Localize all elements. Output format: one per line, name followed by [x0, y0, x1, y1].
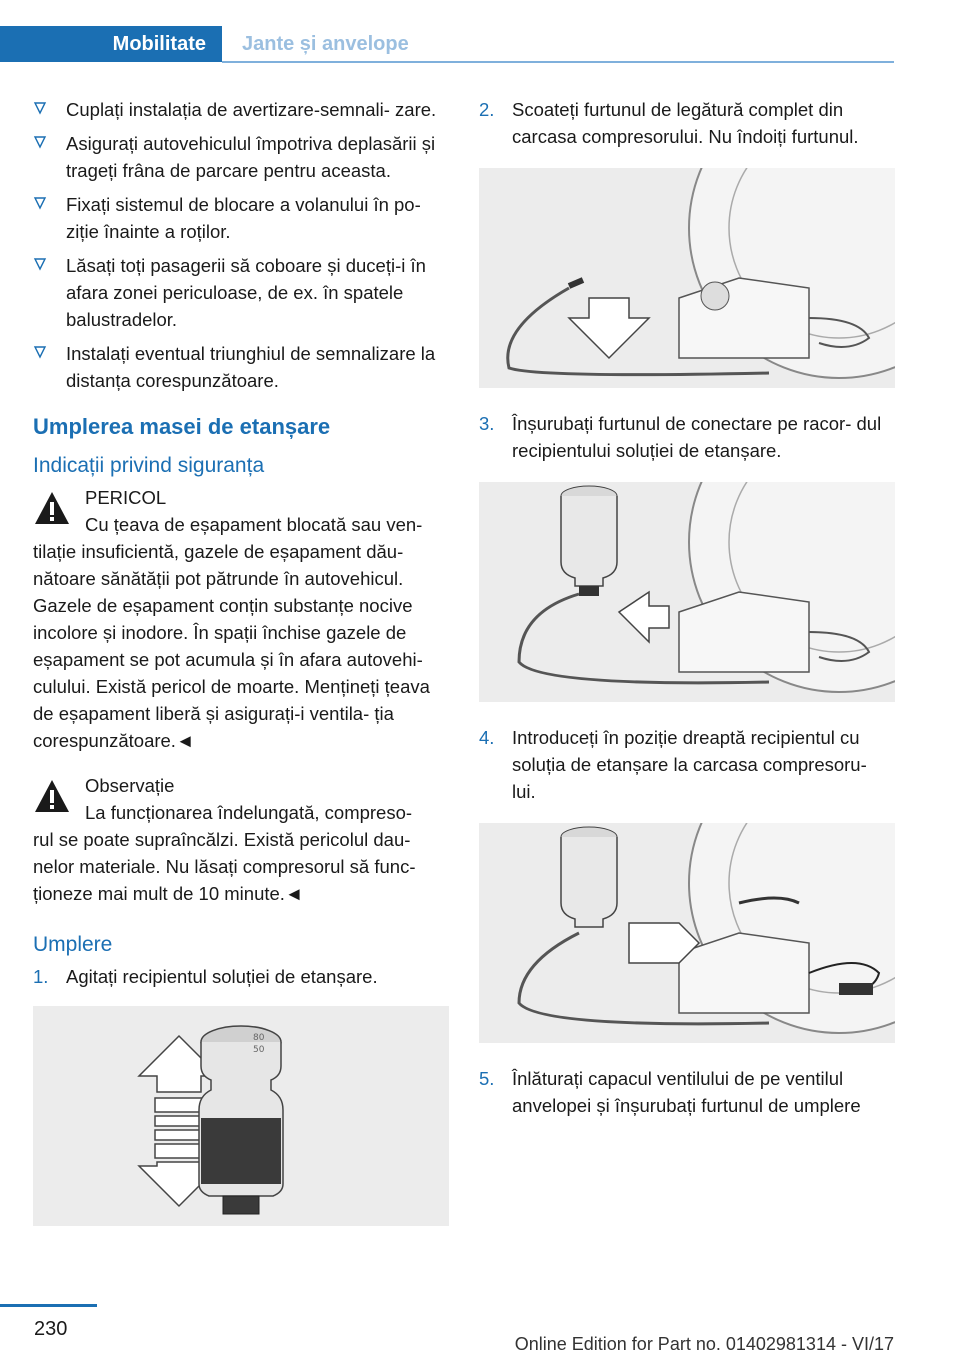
hose-connect-figure	[479, 482, 895, 702]
fill-title: Umplere	[33, 933, 113, 956]
step-number: 3.	[479, 413, 495, 434]
caution-lead: La funcționarea îndelungată, compreso-	[85, 802, 413, 823]
hose-unwind-figure	[479, 168, 895, 388]
caution-body: rul se poate supraîncălzi. Există pericolul dau- nelor materiale. Nu lăsați compresorul să func- ționeze mai mult de 10 minute.◄	[33, 829, 416, 904]
list-item	[33, 96, 449, 123]
right-column	[479, 96, 895, 1119]
danger-body: tilație insuficientă, gazele de eșapament dău- nătoare sănătății pot pătrunde în autovehicul. Gazele de eșapament conțin substanțe nocive incolore și inodore. În spații închise gazele de eșapament se pot acumula și în afara autovehi- culului. Există pericol de moarte. Mențineți țeava de eșapament liberă și asigurați-i ventila- ția corespunzătoare.◄	[33, 541, 430, 751]
caution-label: Observație	[85, 775, 175, 796]
page-number: 230	[34, 1318, 68, 1340]
step-text: Agitați recipientul soluției de etanșare.	[66, 966, 378, 987]
danger-lead: Cu țeava de eșapament blocată sau ven-	[85, 514, 423, 535]
edition-footer: Online Edition for Part no. 01402981314 - VI/17	[514, 1334, 894, 1354]
bottle-insert-illustration	[479, 823, 895, 1043]
chapter-tab-jante[interactable]: Jante și anvelope	[242, 32, 409, 55]
hose-unwind-illustration	[479, 168, 895, 388]
chapter-tab-mobilitate[interactable]: Mobilitate	[0, 26, 222, 62]
triangle-bullet-icon	[33, 345, 47, 359]
chapter-header	[0, 26, 894, 62]
safety-bullet-list	[33, 96, 449, 394]
triangle-bullet-icon	[33, 101, 47, 115]
step-number: 2.	[479, 99, 495, 120]
step-number: 1.	[33, 966, 49, 987]
warning-triangle-icon	[33, 778, 71, 814]
step-list-right	[479, 410, 895, 464]
step-item	[479, 724, 895, 805]
list-item	[33, 252, 449, 333]
triangle-bullet-icon	[33, 257, 47, 271]
list-item	[33, 340, 449, 394]
bullet-text: Lăsați toți pasagerii să coboare și duceți-i în afara zonei periculoase, de ex. în spatele balustradelor.	[66, 255, 426, 330]
step-list-left	[33, 963, 449, 990]
danger-label: PERICOL	[85, 487, 167, 508]
bullet-text: Cuplați instalația de avertizare-semnali- zare.	[66, 99, 437, 120]
header-divider	[222, 61, 894, 63]
page-number-bar	[0, 1304, 97, 1307]
bullet-text: Fixați sistemul de blocare a volanului în po- ziție înainte a roților.	[66, 194, 421, 242]
subsection-title: Indicații privind siguranța	[33, 454, 265, 477]
step-item	[479, 410, 895, 464]
step-number: 5.	[479, 1068, 495, 1089]
shake-bottle-illustration	[33, 1006, 449, 1226]
bottle-label-top: 80	[253, 1033, 265, 1043]
step-item	[33, 963, 449, 990]
warning-triangle-icon	[33, 490, 71, 526]
step-list-right	[479, 96, 895, 150]
danger-notice	[33, 484, 449, 754]
caution-notice	[33, 772, 449, 907]
step-text: Introduceți în poziție dreaptă recipientul cu soluția de etanșare la carcasa compresoru- lui.	[512, 727, 867, 802]
left-column	[33, 96, 449, 1226]
step-list-right	[479, 1065, 895, 1119]
list-item	[33, 130, 449, 184]
step-item	[479, 1065, 895, 1119]
section-title: Umplerea masei de etanșare	[33, 414, 331, 439]
hose-connect-illustration	[479, 482, 895, 702]
bullet-text: Asigurați autovehiculul împotriva deplasării și trageți frâna de parcare pentru aceasta.	[66, 133, 436, 181]
step-number: 4.	[479, 727, 495, 748]
step-text: Înșurubați furtunul de conectare pe racor- dul recipientului soluției de etanșare.	[512, 413, 882, 461]
step-item	[479, 96, 895, 150]
list-item	[33, 191, 449, 245]
bullet-text: Instalați eventual triunghiul de semnalizare la distanța corespunzătoare.	[66, 343, 436, 391]
step-text: Scoateți furtunul de legătură complet din carcasa compresorului. Nu îndoiți furtunul.	[512, 99, 859, 147]
bottle-insert-figure	[479, 823, 895, 1043]
shake-bottle-figure	[33, 1006, 449, 1226]
triangle-bullet-icon	[33, 196, 47, 210]
bottle-label-bottom: 50	[253, 1045, 265, 1055]
step-text: Înlăturați capacul ventilului de pe ventilul anvelopei și înșurubați furtunul de umplere	[512, 1068, 861, 1116]
step-list-right	[479, 724, 895, 805]
triangle-bullet-icon	[33, 135, 47, 149]
